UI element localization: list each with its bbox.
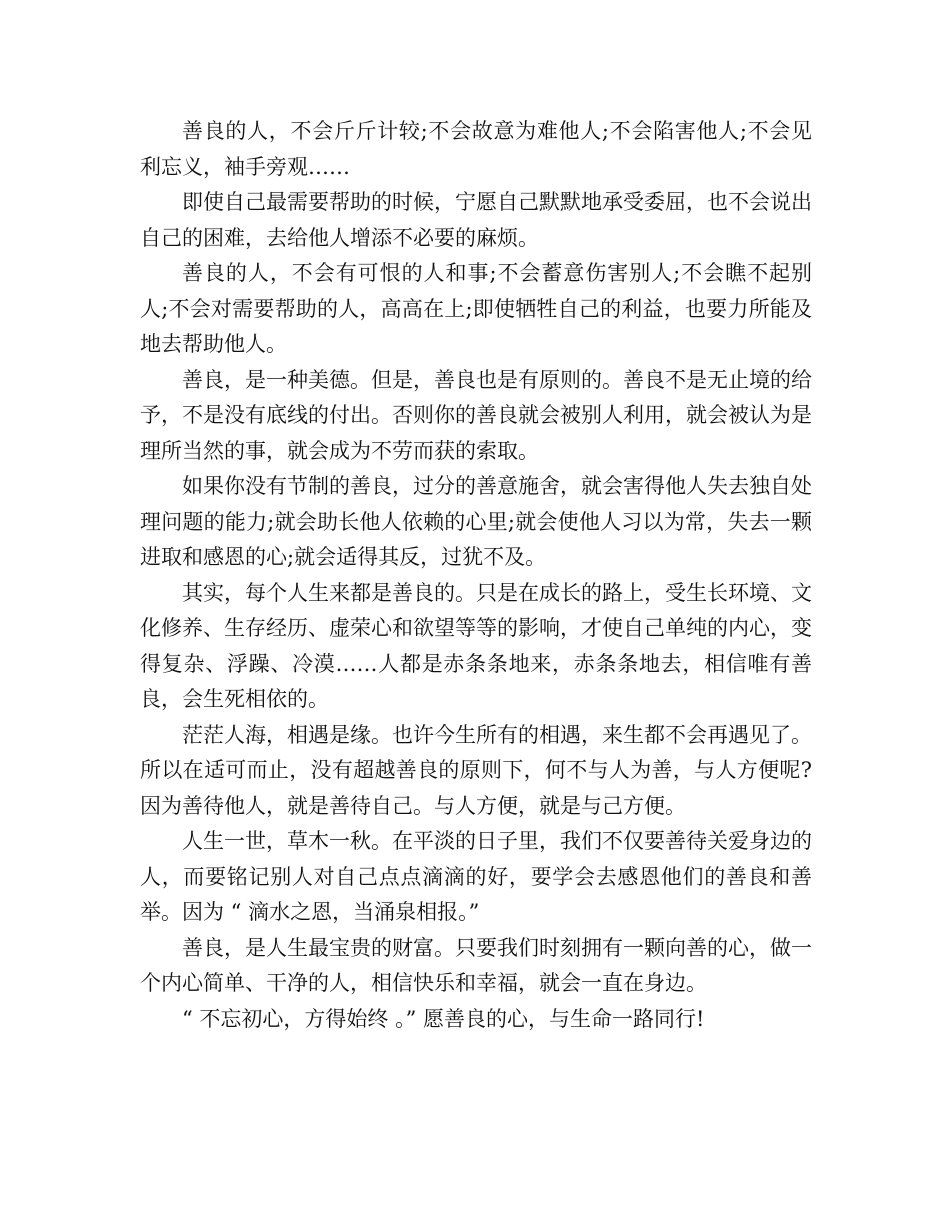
paragraph-10: “ 不忘初心，方得始终 。” 愿善良的心，与生命一路同行! [182, 1006, 705, 1031]
paragraph-4: 善良，是一种美德。但是，善良也是有原则的。善良不是无止境的给予，不是没有底线的付出。否则你的善良就会被别人利用，就会被认为是理所当然的事，就会成为不劳而获的索取。 [140, 367, 812, 463]
paragraph-8: 人生一世，草木一秋。在平淡的日子里，我们不仅要善待关爱身边的人，而要铭记别人对自己点点滴滴的好，要学会去感恩他们的善良和善举。因为 “ 滴水之恩，当涌泉相报。” [140, 829, 812, 924]
paragraph-9: 善良，是人生最宝贵的财富。只要我们时刻拥有一颗向善的心，做一个内心简单、干净的人，相信快乐和幸福，就会一直在身边。 [140, 935, 812, 995]
paragraph-3: 善良的人，不会有可恨的人和事;不会蓄意伤害别人;不会瞧不起别人;不会对需要帮助的人，高高在上;即使牺牲自己的利益，也要力所能及地去帮助他人。 [140, 261, 812, 356]
paragraph-2: 即使自己最需要帮助的时候，宁愿自己默默地承受委屈，也不会说出自己的困难，去给他人增添不必要的麻烦。 [140, 190, 812, 250]
document-body [140, 114, 812, 1037]
paragraph-5: 如果你没有节制的善良，过分的善意施舍，就会害得他人失去独自处理问题的能力;就会助长他人依赖的心里;就会使他人习以为常，失去一颗进取和感恩的心;就会适得其反，过犹不及。 [140, 474, 812, 569]
paragraph-6: 其实，每个人生来都是善良的。只是在成长的路上，受生长环境、文化修养、生存经历、虚荣心和欲望等等的影响，才使自己单纯的内心，变得复杂、浮躁、冷漠……人都是赤条条地来，赤条条地去，相信唯有善良，会生死相依的。 [140, 580, 812, 711]
paragraph-1: 善良的人，不会斤斤计较;不会故意为难他人;不会陷害他人;不会见利忘义，袖手旁观…… [140, 119, 812, 179]
paragraph-7: 茫茫人海，相遇是缘。也许今生所有的相遇，来生都不会再遇见了。所以在适可而止，没有超越善良的原则下，何不与人为善，与人方便呢?因为善待他人，就是善待自己。与人方便，就是与己方便。 [140, 722, 812, 818]
